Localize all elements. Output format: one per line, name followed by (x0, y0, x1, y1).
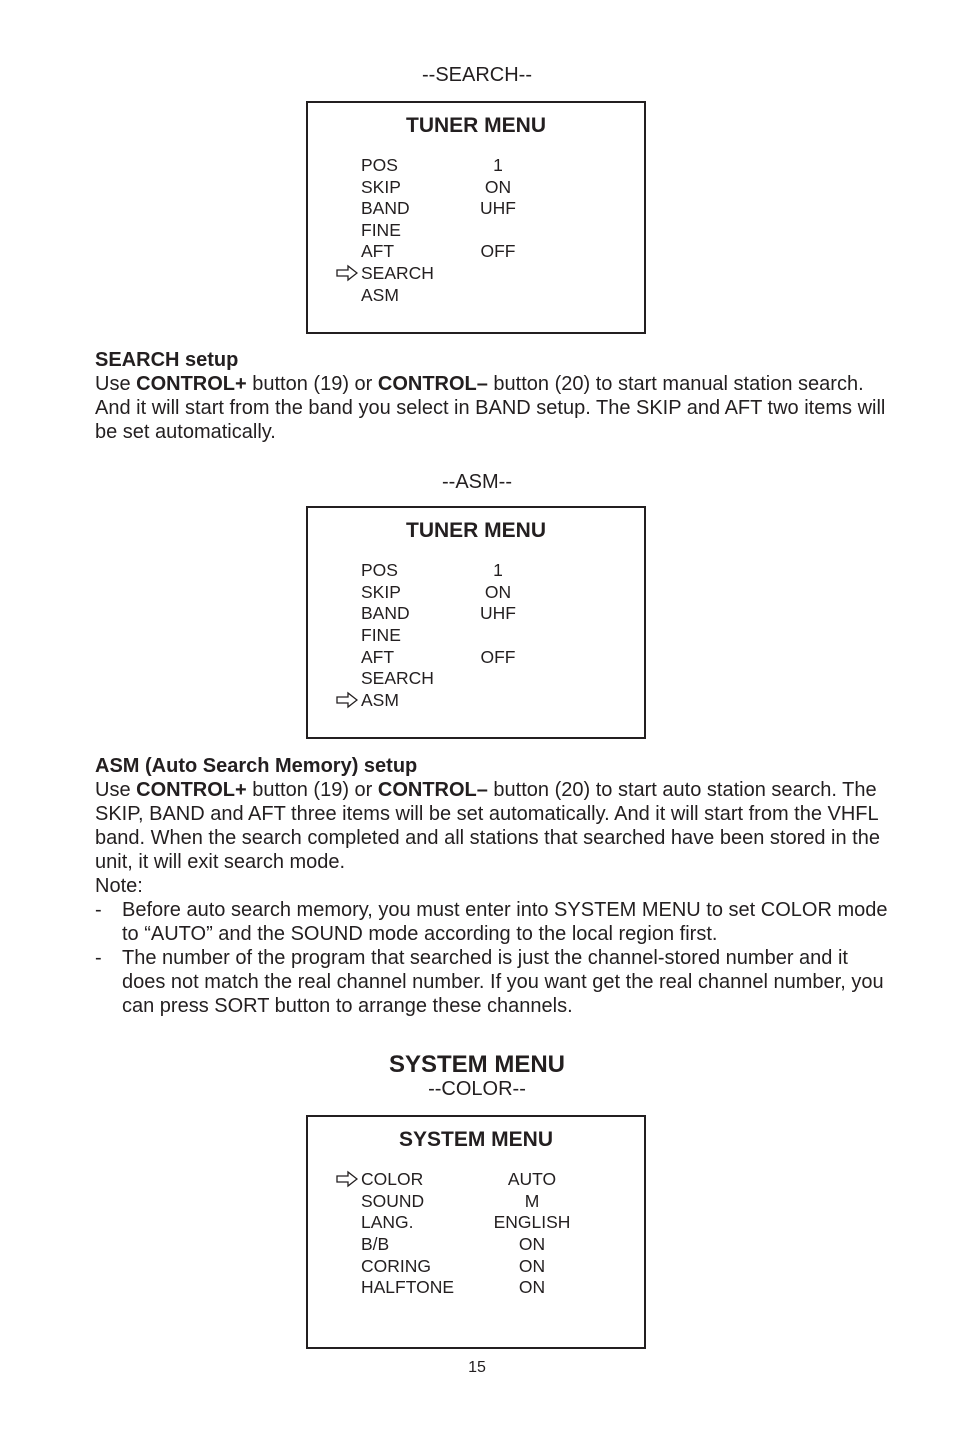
menu-row-band (308, 602, 644, 624)
row-value: 1 (493, 155, 503, 175)
menu-row-asm (308, 284, 644, 306)
menu-row-lang (308, 1211, 644, 1233)
page-number: 15 (468, 1359, 486, 1376)
asm-setup-text: Use CONTROL+ button (19) or CONTROL– button (20) to start auto station search. The SKIP, BAND and AFT three items will be set automatically. And it will start from the VHFL band. When the search completed and all stations that searched have been stored in the unit, it will exit search mode. (95, 779, 880, 873)
row-value: OFF (480, 647, 516, 667)
search-caption: --SEARCH-- (422, 64, 532, 86)
note-dash: - (95, 899, 102, 921)
row-label: FINE (361, 625, 401, 645)
row-value: UHF (480, 198, 516, 218)
note-dash: - (95, 947, 102, 969)
note-label: Note: (95, 875, 143, 897)
menu-row-search (308, 262, 644, 284)
row-label: COLOR (361, 1169, 424, 1189)
menu-title: TUNER MENU (406, 519, 546, 542)
note-text: The number of the program that searched is just the channel-stored number and it does not match the real channel number. If you want get the real channel number, you can press SORT button to arrange these channels. (122, 947, 884, 1017)
note-item (95, 898, 895, 946)
row-value: ENGLISH (493, 1212, 571, 1232)
menu-row-aft (308, 646, 644, 668)
row-label: ASM (361, 690, 399, 710)
search-setup-text: Use CONTROL+ button (19) or CONTROL– button (20) to start manual station search. And it will start from the band you select in BAND setup. The SKIP and AFT two items will be set automatically. (95, 373, 886, 443)
note-text: Before auto search memory, you must enter into SYSTEM MENU to set COLOR mode to “AUTO” and the SOUND mode according to the local region first. (122, 899, 888, 945)
color-caption: --COLOR-- (428, 1078, 526, 1100)
row-label: SEARCH (361, 263, 434, 283)
asm-caption: --ASM-- (442, 471, 512, 493)
row-value: AUTO (507, 1169, 557, 1189)
row-label: POS (361, 155, 398, 175)
row-value: ON (518, 1256, 546, 1276)
row-label: SKIP (361, 582, 401, 602)
row-label: AFT (361, 647, 395, 667)
row-value: OFF (480, 241, 516, 261)
menu-row-halftone (308, 1276, 644, 1298)
row-label: FINE (361, 220, 401, 240)
menu-title: SYSTEM MENU (398, 1128, 553, 1151)
menu-row-pos (308, 559, 644, 581)
row-label: AFT (361, 241, 395, 261)
menu-row-fine (308, 219, 644, 241)
menu-row-search (308, 667, 644, 689)
menu-title: TUNER MENU (406, 114, 546, 137)
row-value: ON (518, 1277, 546, 1297)
row-value: ON (484, 177, 512, 197)
row-label: ASM (361, 285, 399, 305)
system-menu-title: SYSTEM MENU (388, 1051, 565, 1078)
menu-row-coring (308, 1255, 644, 1277)
row-value: 1 (493, 560, 503, 580)
menu-row-pos (308, 154, 644, 176)
note-item (95, 946, 895, 1018)
asm-setup-section (95, 754, 895, 1018)
row-label: HALFTONE (361, 1277, 455, 1297)
row-label: B/B (361, 1234, 390, 1254)
menu-row-aft (308, 240, 644, 262)
menu-row-bb (308, 1233, 644, 1255)
asm-tuner-menu (306, 506, 646, 739)
menu-row-band (308, 197, 644, 219)
row-value: ON (484, 582, 512, 602)
search-tuner-menu (306, 101, 646, 334)
row-label: POS (361, 560, 398, 580)
arrow-outline-right-icon (336, 1168, 358, 1190)
menu-row-color (308, 1168, 644, 1190)
menu-row-asm (308, 689, 644, 711)
row-value: M (524, 1191, 540, 1211)
row-label: CORING (361, 1256, 431, 1276)
row-value: ON (518, 1234, 546, 1254)
asm-setup-heading: ASM (Auto Search Memory) setup (95, 755, 418, 777)
arrow-outline-right-icon (336, 689, 358, 711)
row-label: SKIP (361, 177, 401, 197)
row-label: SEARCH (361, 668, 434, 688)
row-label: BAND (361, 603, 410, 623)
arrow-outline-right-icon (336, 262, 358, 284)
row-label: SOUND (361, 1191, 425, 1211)
row-value: UHF (480, 603, 516, 623)
row-label: LANG. (361, 1212, 414, 1232)
search-setup-heading: SEARCH setup (95, 349, 239, 371)
search-setup-section (95, 348, 895, 444)
row-label: BAND (361, 198, 410, 218)
menu-row-sound (308, 1190, 644, 1212)
menu-row-skip (308, 176, 644, 198)
system-menu-box (306, 1115, 646, 1349)
menu-row-fine (308, 624, 644, 646)
menu-row-skip (308, 581, 644, 603)
